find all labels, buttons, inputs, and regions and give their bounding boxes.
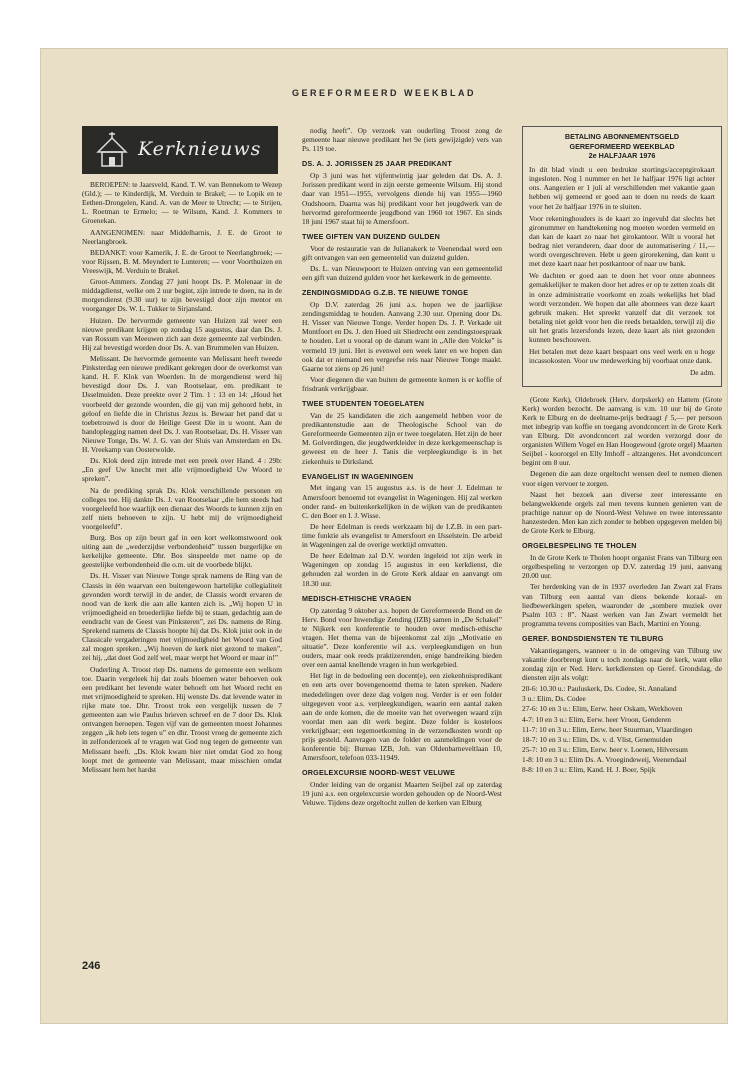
schedule-line: 25-7: 10 en 3 u.: Elim, Eerw. heer v. Loenen, Hilversum bbox=[522, 744, 688, 754]
article-paragraph: Degenen die aan deze orgeltocht wensen deel te nemen dienen voor eigen vervoer te zorgen. bbox=[522, 469, 722, 488]
article-paragraph: Het ligt in de bedoeling een docent(e), een ziekenhuispredikant en een arts over bovengenoemd thema te laten spreken. Nadere mededelingen over deze dag volgen nog. Verder is er een folder uitgegeven voor a.s. verpleegkundigen, waarin een aantal zaken aan de orde komen, die de moeite van het overwegen waard zijn voordat men aan dit werk begint. Deze folder is kosteloos verkrijgbaar; een tegemoetkoming in de verzendkosten wordt op prijs gesteld. Aanvragen van de folder en aanmeldingen voor de konferentie bij: Bureau IZB, Joh. van Oldenbarneveltlaan 10, Amersfoort, telefoon 033-11949. bbox=[302, 671, 502, 763]
article-paragraph: (Grote Kerk), Oldebroek (Herv. dorpskerk) en Hattem (Grote Kerk) worden bezocht. De aanvang is v.m. 10 uur bij de Grote Kerk te Elburg en de deelname-prijs bedraagt ƒ 5,— per persoon met inbegrip van koffie en toegang avondconcert in de Grote Kerk van Elburg. Dit avondconcert zal worden verzorgd door de organisten Willem Vogel en Han Hoogewoud (grote orgel) Maarten Seijbel - koororgel en Elly Imhoff - altzangeres. Het avondconcert begint om 8 uur. bbox=[522, 394, 722, 468]
article-paragraph: Groot-Ammers. Zondag 27 juni hoopt Ds. P. Molenaar in de middagdienst, welke om 2 uur begint, zijn intrede te doen, na in de morgendienst (9.30 uur) te zijn bevestigd door zijn mentor en voorganger Ds. W. L. Tukker te Sirjansland. bbox=[82, 277, 282, 314]
notice-paragraph: Voor rekeninghouders is de kaart zo ingevuld dat slechts het gironummer en handtekening nog moeten worden vermeld en dan kan de kaart zo naar het girokantoor. Wilt u vooral het bedrag niet veranderen, daar door de automatisering / 11,— wordt overgeschreven. Hebt u geen girorekening, dan kunt u met deze kaart naar het postkantoor of naar uw bank. bbox=[529, 213, 715, 269]
article-paragraph: Na de prediking sprak Ds. Klok verschillende personen en colleges toe. Hij dankte Ds. J. van Rootselaar „die hem steeds had voorgeleefd hoe waarlijk een dienaar des Woords te kunnen zijn en zelf niets behoeven te zijn. U hebt mij de vrijmoedigheid voorgeleefd”. bbox=[82, 485, 282, 531]
article-paragraph: Ter herdenking van de in 1937 overleden Jan Zwart zal Frans van Tilburg een aantal van diens bekende koraal- en liedbewerkingen spelen, waaronder de „sombere muziek over Psalm 103 : 8”. Naast werken van Jan Zwart vermeldt het programma tevens composities van Bach, Martini en Young. bbox=[522, 582, 722, 628]
subscription-notice-box bbox=[522, 126, 722, 387]
section-heading: TWEE STUDENTEN TOEGELATEN bbox=[302, 399, 425, 409]
article-paragraph: Op zaterdag 9 oktober a.s. hopen de Gereformeerde Bond en de Herv. Bond voor Inwendige Zending (IZB) samen in „De Schakel” te Nijkerk een konferentie te houden over medisch-ethische vragen. Het thema van de bijeenkomst zal zijn „Motivatie en situatie”. Deze konferentie wil a.s. verpleegkundigen en hun ouders, maar ook reeds praktizerenden, enige handreiking bieden over een aantal knellende vragen in hun werkgebied. bbox=[302, 605, 502, 670]
article-paragraph: Op D.V. zaterdag 26 juni a.s. hopen we de jaarlijkse zendingsmiddag te houden. Aanvang 2.30 uur. Opening door Ds. H. Visser van Nieuwe Tonge. Verder hopen Ds. J. P. Verkade uit Montfoort en Ds. J. den Hoed uit Sliedrecht een zendingstoespraak te houden. Let u vooral op de datum want in „Alle den Volcke” is vermeld 19 juni. Het is evenwel een week later en we hopen dan ook dat er niemand een vergeefse reis naar Nieuwe Tonge maakt. Gaarne tot ziens op 26 juni! bbox=[302, 300, 502, 373]
logo-title: Kerknieuws bbox=[138, 138, 262, 160]
section-heading: MEDISCH-ETHISCHE VRAGEN bbox=[302, 593, 412, 603]
schedule-line: 20-6: 10.30 u.: Pauluskerk, Ds. Codee, St. Annaland bbox=[522, 684, 677, 694]
notice-title-line: BETALING ABONNEMENTSGELD bbox=[564, 132, 680, 141]
notice-paragraph: Het betalen met deze kaart bespaart ons veel werk en u hoge incassokosten. Voor uw medewerking bij voorbaat onze dank. bbox=[529, 347, 715, 366]
column-2 bbox=[302, 126, 502, 1024]
schedule-line: 18-7: 10 en 3 u.: Elim, Ds. v. d. Vlist, Genemuiden bbox=[522, 734, 673, 744]
article-paragraph: BEROEPEN: te Jaarsveld, Kand. T. W. van Bennekom te Wezep (Gld.); — te Kinderdijk, M. Verduin te Brakel; — te Lopik en te Eethen-Drongelen, Kand. A. van de Meer te Utrecht; — te Strijen, L. Roetman te Ermelo; — te Wilsum, Kand. J. Kommers te Groenekan. bbox=[82, 180, 282, 226]
article-paragraph: De heer Edelman zal D.V. worden ingeleid tot zijn werk in Wageningen op zondag 15 augustus in een kerkdienst, die gehouden zal worden in de Grote Kerk aldaar en aanvangt om 18.30 uur. bbox=[302, 551, 502, 588]
notice-paragraph: We dachten er goed aan te doen het voor onze abonnees gemakkelijker te maken door het adres er op te zetten zoals dit in onze administratie voorkomt en zoals wekelijks het blad wordt verzonden. We hopen dat alle abonnees van deze kaart gebruik maken. Het spreekt vanzelf dat dit verzoek tot betaling niet geldt voor hen die reeds betaalden, terwijl zij die uit het gratis lezersfonds lezen, deze kaart als niet gezonden kunnen beschouwen. bbox=[529, 271, 715, 345]
article-paragraph: Voor diegenen die van buiten de gemeente komen is er koffie of frisdrank verkrijgbaar. bbox=[302, 374, 502, 393]
column-1-body bbox=[82, 180, 282, 774]
section-heading: EVANGELIST IN WAGENINGEN bbox=[302, 471, 414, 481]
article-paragraph: Huizen. De hervormde gemeente van Huizen zal weer een nieuwe predikant krijgen op zondag 15 augustus, daar dan Ds. J. van Rossum van Meeuwen zich aan deze gemeente zal verbinden. Hij zal bevestigd worden door Ds. A. van Brummelen van Huizen. bbox=[82, 315, 282, 352]
article-paragraph: Ds. H. Visser van Nieuwe Tonge sprak namens de Ring van de Classis in één waarvan een buitengewoon hartelijke collegialiteit gevonden wordt terwijl in de ander, de Classis wordt ervaren de nood van de kerk die aan alle kanten zich is. „Wij hopen U in vrijmoedigheid en broederlijke liefde bij te staan, gedachtig aan de eendracht van de Geest van Pinksteren”, zei Ds. namens de Ring. Sprekend namens de Classis hoopte hij dat Ds. Klok juist ook in de Classicale vergaderingen met vrijmoedigheid het Woord van God zal mogen spreken. „Wij hoeven de kerk niet gezond te maken”, zei hij, „dat doet God zelf wel, maar werpt het Woord er maar in!” bbox=[82, 571, 282, 663]
notice-title-line: GEREFORMEERD WEEKBLAD bbox=[569, 141, 675, 151]
article-paragraph: Ds. Klok deed zijn intrede met een preek over Hand. 4 : 29b: „En geef Uw knecht met alle vrijmoedigheid Uw Woord te spreken”. bbox=[82, 456, 282, 484]
article-paragraph: Op 3 juni was het vijfentwintig jaar geleden dat Ds. A. J. Jorissen predikant werd in zijn eerste gemeente Wilsum. Hij stond daar van 1951—1955, vervolgens diende hij van 1955—1960 Oudshoorn. Daarna was hij predikant voor het jeugdwerk van de hervormd gereformeerde jeugdbond van 1960 tot 1967. En sinds 18 juni 1967 staat hij te Amersfoort. bbox=[302, 171, 502, 226]
article-paragraph: Met ingang van 15 augustus a.s. is de heer J. Edelman te Amersfoort benoemd tot evangelist in Wageningen. Hij zal werken onder rand- en buitenkerkelijken in de wijken van de predikanten C. den Boer en I. J. Wisse. bbox=[302, 483, 502, 520]
section-heading: ORGELEXCURSIE NOORD-WEST VELUWE bbox=[302, 768, 456, 778]
notice-title-line: 2e HALFJAAR 1976 bbox=[588, 151, 656, 161]
notice-signature: De adm. bbox=[689, 368, 715, 378]
column-2-body bbox=[302, 126, 502, 808]
schedule-line: 3 u.: Elim, Ds. Codee bbox=[522, 694, 586, 704]
column-3-body bbox=[522, 395, 722, 775]
schedule-line: 27-6: 10 en 3 u.: Elim, Eerw. heer Oskam, Werkhoven bbox=[522, 704, 683, 714]
article-paragraph: AANGENOMEN: naar Middelharnis, J. E. de Groot te Neerlangbroek. bbox=[82, 227, 282, 246]
article-paragraph: Ds. L. van Nieuwpoort te Huizen ontving van een gemeentelid een gift van duizend gulden voor het kerkewerk in de gemeente. bbox=[302, 263, 502, 283]
article-paragraph: Naast het bezoek aan diverse zeer interessante en belangwekkende orgels zal men tevens kunnen genieten van de prachtige natuur op de Noord-West Veluwe en twee interessante hanzesteden. Men kan zich zonder te hebben opgegeven melden bij de Grote Kerk te Elburg. bbox=[522, 489, 722, 536]
page-header: GEREFORMEERD WEEKBLAD bbox=[291, 88, 476, 98]
article-paragraph: nodig heeft”. Op verzoek van ouderling Troost zong de gemeente haar nieuwe predikant het 9e (iets gewijzigde) vers van Ps. 119 toe. bbox=[302, 126, 502, 154]
article-paragraph: De heer Edelman is reeds werkzaam bij de I.Z.B. in een part-time funktie als evangelist te Amersfoort en IJsselstein. De arbeid in Wageningen zal de overige werktijd omvatten. bbox=[302, 521, 502, 550]
schedule-line: 4-7: 10 en 3 u.: Elim, Eerw. heer Vroon, Genderen bbox=[522, 714, 671, 724]
section-heading: TWEE GIFTEN VAN DUIZEND GULDEN bbox=[302, 231, 441, 241]
column-1 bbox=[82, 126, 282, 1006]
article-paragraph: Melissant. De hervormde gemeente van Melissant heeft tweede Pinksterdag een nieuwe predikant gekregen door de overkomst van kand. H. F. Klok van Woerden. In de morgendienst werd hij bevestigd door Ds. J. van Rootselaar, em. predikant te IJsselmuiden. Deze preekte over 2 Tim. 1 : 13 en 14: „Houd het voorbeeld der gezonde woorden, die gij van mij gehoord hebt, in geloof en liefde die in Christus Jezus is. Bewaar het pand dat u toebetrouwd is door de Heilige Geest Die in u woont. Aan de handoplegging namen deel Ds. J. van Rootselaar, Ds. H. Visser van Nieuwe Tonge, Ds. W. J. G. van der Sluis van Amsterdam en Ds. H. Vreekamp van Oosterwolde. bbox=[82, 353, 282, 455]
article-paragraph: BEDANKT: voor Kamerik, J. E. de Groot te Neerlangbroek; — voor Rijssen, B. M. Meyndert te Lunteren; — voor Voorthuizen en Vreeswijk, M. Verduin te Brakel. bbox=[82, 247, 282, 275]
article-paragraph: Vakantiegangers, wanneer u in de omgeving van Tilburg uw vakantie doorbrengt kunt u toch zondags naar de kerk, want elke zondag zijn er Ned. Herv. kerkdiensten op Geref. Grondslag, de diensten zijn als volgt: bbox=[522, 645, 722, 683]
article-paragraph: Ouderling A. Troost riep Ds. namens de gemeente een welkom toe. Daarin vergeleek hij dat zoals bloemen water behoeven ook een predikant het levende water behoeft om het Woord recht en met vrijmoedigheid te spreken. Hij wenste Ds. dat levende water in rijke mate toe. Dhr. Troost trok een vergelijk tussen de 7 gemeenten aan wie Paulus brieven schreef en de 7 door Ds. Klok ontvangen beroepen. Tegen vijf van de gemeenten moest Johannes zeggen „ik heb iets tegen u” en dhr. Troost vroeg de gemeente zich in zelfonderzoek af te vragen wat God nog tegen de gemeente van Melissant heeft. „Ds. Klok kwam hier niet omdat God zo hoog loopt met de gemeente van Melissant, maar misschien omdat Melissant hem het hardst bbox=[82, 664, 282, 774]
notice-title bbox=[529, 132, 715, 161]
section-heading: ORGELBESPELING TE THOLEN bbox=[522, 541, 637, 551]
article-paragraph: Onder leiding van de organist Maarten Seijbel zal op zaterdag 19 juni a.s. een orgelexcursie worden gehouden op de Noord-West Veluwe. Tijdens deze orgeltocht zullen de kerken van Elburg bbox=[302, 780, 502, 808]
section-heading: ZENDINGSMIDDAG G.Z.B. TE NIEUWE TONGE bbox=[302, 288, 469, 298]
article-paragraph: In de Grote Kerk te Tholen hoopt organist Frans van Tilburg een orgelbespeling te verzorgen op D.V. zaterdag 19 juni, aanvang 20.00 uur. bbox=[522, 553, 722, 581]
article-paragraph: Voor de restauratie van de Julianakerk te Veenendaal werd een gift ontvangen van een gemeentelid van duizend gulden. bbox=[302, 243, 502, 262]
section-heading: DS. A. J. JORISSEN 25 JAAR PREDIKANT bbox=[302, 159, 452, 169]
schedule-line: 8-8: 10 en 3 u.: Elim, Kand. H. J. Boer, Spijk bbox=[522, 765, 656, 775]
page-number: 246 bbox=[82, 960, 101, 972]
column-3 bbox=[522, 126, 722, 1024]
article-paragraph: Burg. Bos op zijn beurt gaf in een kort welkomstwoord ook uiting aan de „wederzijdse verbondenheid” tussen burgerlijke en kerkelijke gemeente. Dhr. Bos sinspeelde met name op de geestelijke verbondenheid die o.m. uit de voorbede blijkt. bbox=[82, 533, 282, 570]
article-paragraph: Van de 25 kandidaten die zich aangemeld hebben voor de predikantenstudie aan de Theologische School van de Gereformeerde Gemeenten zijn er twee toegelaten. Het zijn de heer M. Golverdingen, die jeugdwerkleider in deze kerkgemeenschap is geweest en de heer J. Tanis die verpleegkundige is in het ziekenhuis te Dirksland. bbox=[302, 410, 502, 466]
section-heading: GEREF. BONDSDIENSTEN TE TILBURG bbox=[522, 633, 664, 643]
schedule-line: 1-8: 10 en 3 u.: Elim Ds. A. Vroegindeweij, Veenendaal bbox=[522, 755, 687, 764]
newspaper-page bbox=[40, 48, 728, 1024]
church-icon bbox=[90, 130, 134, 170]
schedule-line: 11-7: 10 en 3 u.: Elim, Eerw. heer Stuurman, Vlaardingen bbox=[522, 724, 693, 734]
notice-paragraph: In dit blad vindt u een bedrukte stortings/acceptgirokaart ingesloten. Nog 1 nummer en het 1e halfjaar 1976 ligt achter ons. Aangezien er 1 juli al verschillenden met vakantie gaan hebben wij gemeend er goed aan te doen nu reeds de kaart voor het 2e halfjaar 1976 in te sluiten. bbox=[529, 165, 715, 211]
kerknieuws-logo bbox=[82, 126, 278, 174]
